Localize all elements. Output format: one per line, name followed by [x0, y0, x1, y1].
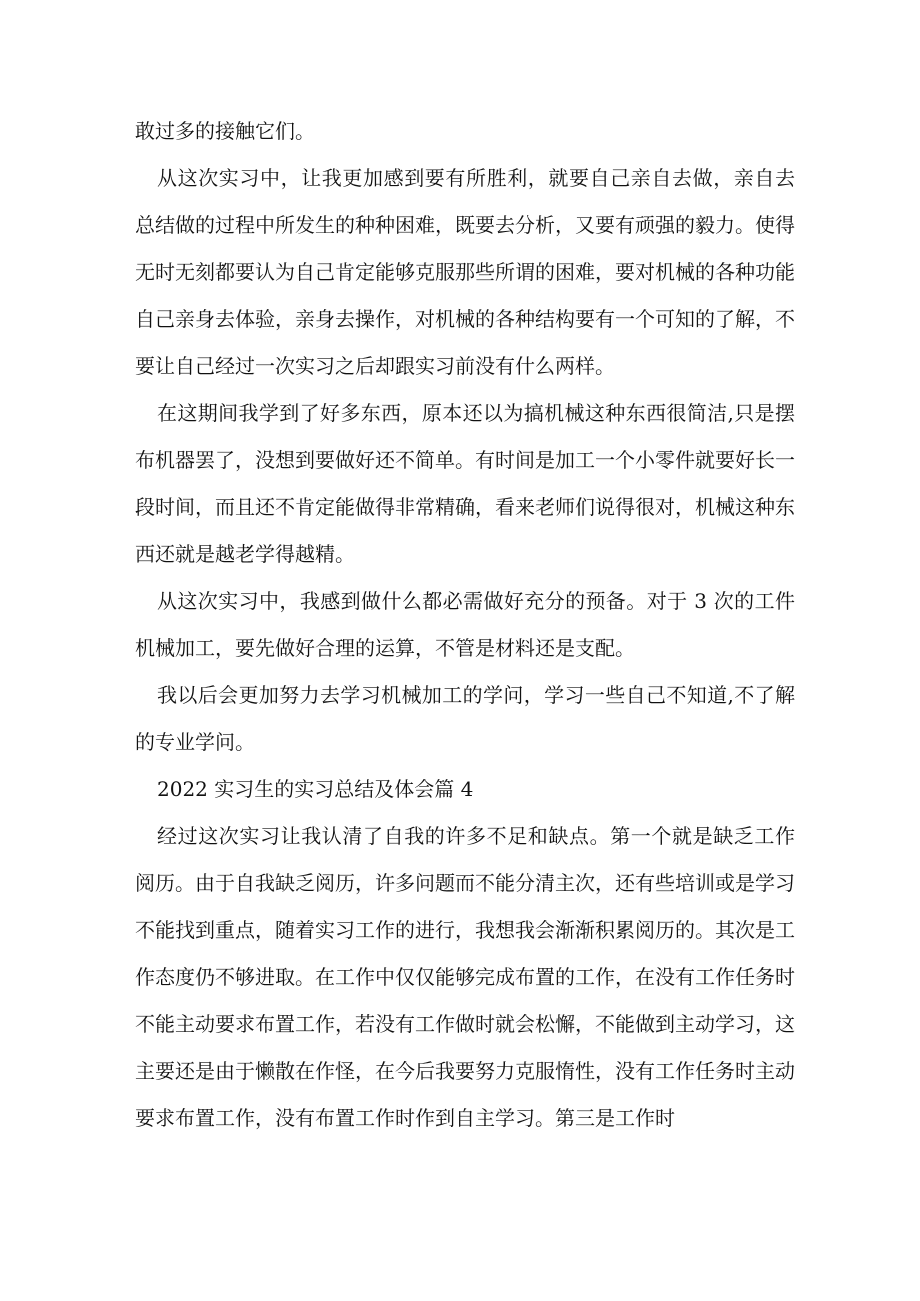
paragraph-internship-reflection: 从这次实习中，让我更加感到要有所胜利，就要自己亲自去做，亲自去总结做的过程中所发生的种种困难，既要去分析，又要有顽强的毅力。使得无时无刻都要认为自己肯定能够克服那些所谓的困难，要对机械的各种功能自己亲身去体验，亲身去操作，对机械的各种结构要有一个可知的了解，不要让自己经过一次实习之后却跟实习前没有什么两样。 — [135, 166, 795, 378]
paragraph-shortcomings: 经过这次实习让我认清了自我的许多不足和缺点。第一个就是缺乏工作阅历。由于自我缺乏阅历，许多问题而不能分清主次，还有些培训或是学习不能找到重点，随着实习工作的进行，我想我会渐渐积累阅历的。其次是工作态度仍不够进取。在工作中仅仅能够完成布置的工作，在没有工作任务时不能主动要求布置工作，若没有工作做时就会松懈，不能做到主动学习，这主要还是由于懒散在作怪，在今后我要努力克服惰性，没有工作任务时主动要求布置工作，没有布置工作时作到自主学习。第三是工作时 — [135, 824, 795, 1130]
paragraph-learned-things: 在这期间我学到了好多东西，原本还以为搞机械这种东西很简洁,只是摆布机器罢了，没想到要做好还不简单。有时间是加工一个小零件就要好长一段时间，而且还不肯定能做得非常精确，看来老师们说得很对，机械这种东西还就是越老学得越精。 — [135, 401, 795, 566]
section-heading: 2022 实习生的实习总结及体会篇 4 — [157, 777, 474, 801]
document-body — [135, 108, 795, 1142]
paragraph-continuation: 敢过多的接触它们。 — [135, 119, 315, 143]
paragraph-future-study: 我以后会更加努力去学习机械加工的学问，学习一些自己不知道,不了解的专业学问。 — [135, 683, 795, 754]
paragraph-preparation: 从这次实习中，我感到做什么都必需做好充分的预备。对于 3 次的工件机械加工，要先做好合理的运算，不管是材料还是支配。 — [135, 589, 795, 660]
